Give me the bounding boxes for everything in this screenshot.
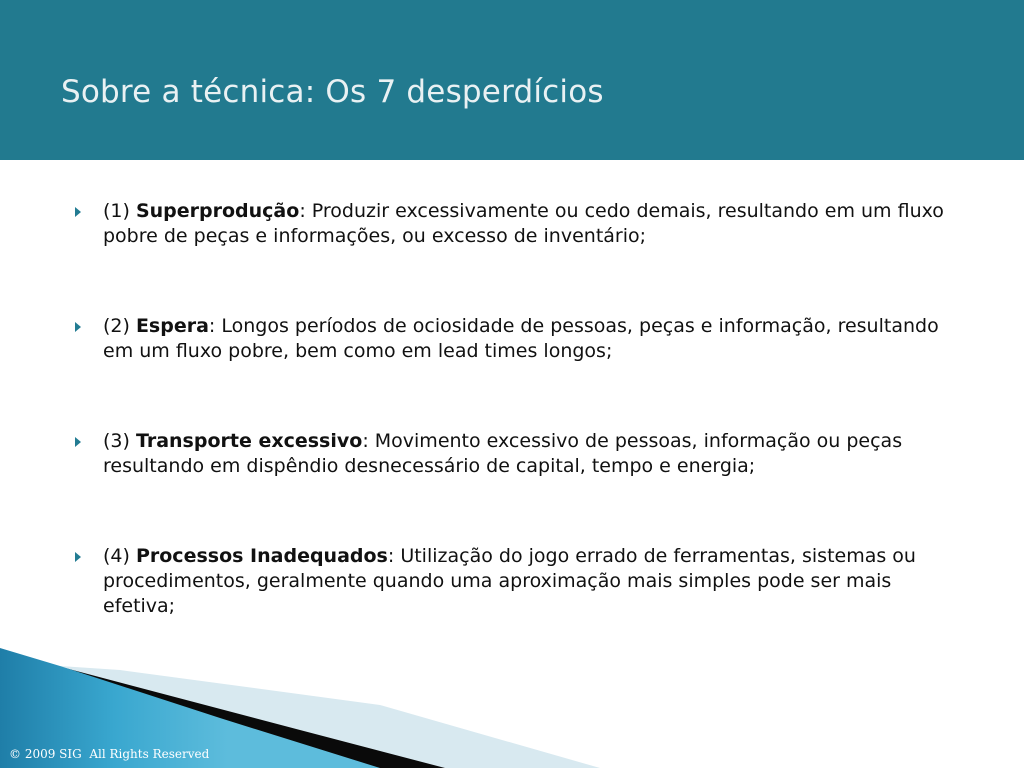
bullet-term: Superprodução (135, 200, 300, 222)
bullet-item-transporte (75, 429, 965, 479)
title-bar (0, 0, 1024, 160)
bullet-description: : Produzir excessivamente ou cedo demais, resultando em um fluxo pobre de peças e informações, ou excesso de inventário; (103, 200, 944, 247)
bullet-arrow-icon (75, 552, 81, 562)
bullet-text (103, 544, 965, 619)
bullet-text (103, 429, 965, 479)
bullet-item-espera (75, 314, 965, 364)
bullet-prefix: (3) (103, 430, 136, 452)
bullet-description: : Utilização do jogo errado de ferramentas, sistemas ou procedimentos, geralmente quando uma aproximação mais simples pode ser mais efetiva; (103, 545, 916, 617)
bullet-description: : Longos períodos de ociosidade de pessoas, peças e informação, resultando em um fluxo pobre, bem como em lead times longos; (103, 315, 939, 362)
bullet-text (103, 314, 965, 364)
bullet-arrow-icon (75, 437, 81, 447)
bullet-item-processos (75, 544, 965, 619)
bullet-term: Espera (135, 315, 209, 337)
bullet-arrow-icon (75, 322, 81, 332)
bullet-text (103, 199, 965, 249)
bullet-prefix: (4) (103, 545, 136, 567)
bullet-prefix: (2) (103, 315, 136, 337)
copyright-notice: © 2009 SIG All Rights Reserved (9, 747, 210, 761)
bullet-prefix: (1) (103, 200, 136, 222)
bullet-arrow-icon (75, 207, 81, 217)
bullet-item-superproducao (75, 199, 965, 249)
bullet-description: : Movimento excessivo de pessoas, informação ou peças resultando em dispêndio desnecessário de capital, tempo e energia; (103, 430, 903, 477)
bullet-term: Processos Inadequados (135, 545, 388, 567)
bullet-term: Transporte excessivo (135, 430, 363, 452)
slide-title: Sobre a técnica: Os 7 desperdícios (61, 74, 604, 110)
